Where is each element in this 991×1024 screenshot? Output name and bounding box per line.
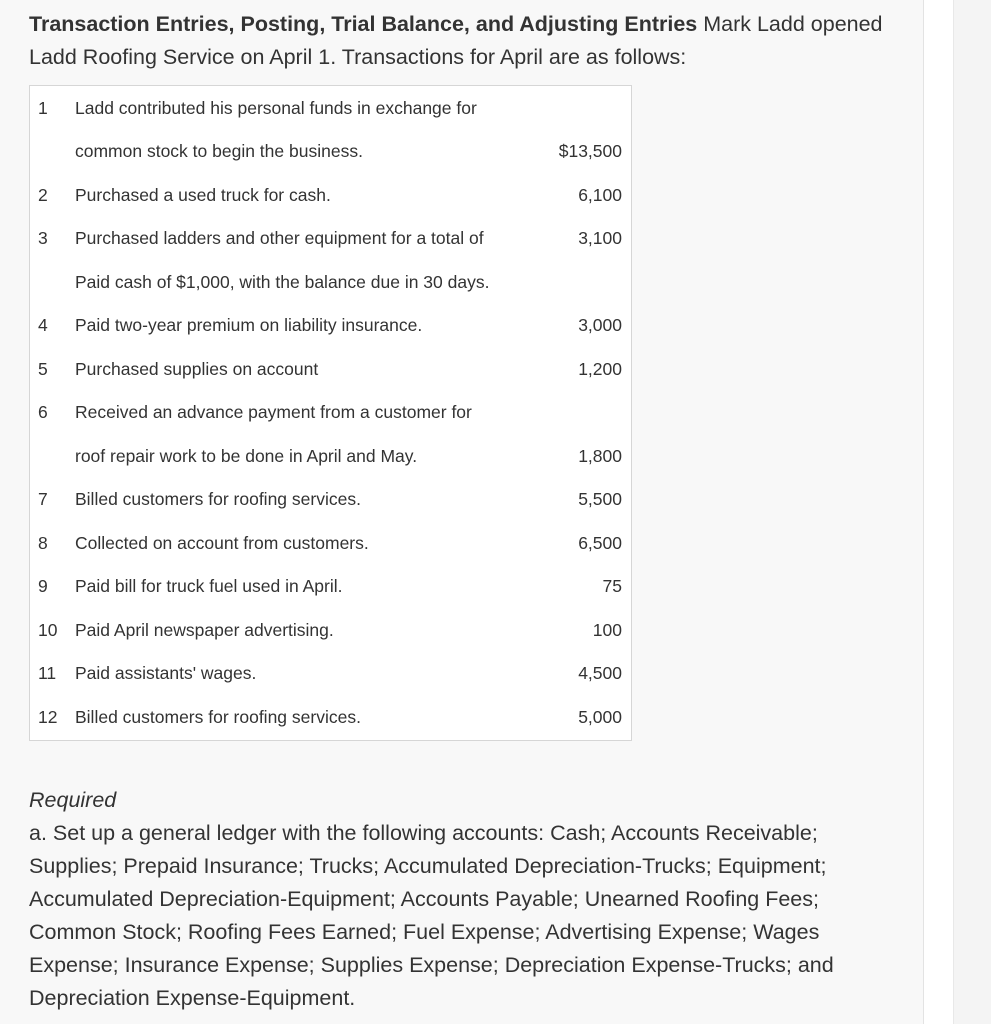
transaction-description: Ladd contributed his personal funds in exchange for: [75, 98, 477, 118]
transaction-amount: 6,500: [578, 533, 622, 553]
transaction-amount: 75: [602, 576, 622, 596]
table-row: [30, 310, 631, 340]
table-row: [30, 615, 631, 645]
transaction-number: 5: [38, 359, 48, 379]
transaction-amount: 1,800: [578, 446, 622, 466]
table-row: [30, 484, 631, 514]
required-heading: Required: [29, 788, 117, 812]
transaction-description: Purchased a used truck for cash.: [75, 185, 331, 205]
transaction-number: 12: [38, 707, 58, 727]
transaction-description: Collected on account from customers.: [75, 533, 369, 553]
transaction-number: 1: [38, 98, 48, 118]
transaction-description: Paid cash of $1,000, with the balance due in 30 days.: [75, 272, 490, 292]
table-row: [30, 702, 631, 732]
transaction-description: Paid two-year premium on liability insurance.: [75, 315, 423, 335]
table-row: [30, 571, 631, 601]
transaction-number: 2: [38, 185, 48, 205]
table-row-continuation: [30, 441, 631, 471]
transaction-amount: 6,100: [578, 185, 622, 205]
transaction-number: 11: [38, 663, 57, 683]
problem-heading: Transaction Entries, Posting, Trial Balance, and Adjusting Entries: [29, 12, 698, 36]
transaction-amount: 5,000: [578, 707, 622, 727]
transaction-amount: 1,200: [578, 359, 622, 379]
transaction-number: 10: [38, 620, 58, 640]
transaction-description: Billed customers for roofing services.: [75, 707, 361, 727]
page-gutter: [925, 0, 953, 1024]
table-row: [30, 223, 631, 253]
transaction-amount: 4,500: [578, 663, 622, 683]
transaction-number: 8: [38, 533, 48, 553]
table-row: [30, 93, 631, 123]
transaction-description: Paid assistants' wages.: [75, 663, 257, 683]
transaction-description: Paid bill for truck fuel used in April.: [75, 576, 343, 596]
transaction-number: 3: [38, 228, 48, 248]
table-row: [30, 354, 631, 384]
problem-intro-text: Mark Ladd opened Ladd Roofing Service on April 1. Transactions for April are as follows:: [29, 12, 883, 69]
table-row-continuation: [30, 136, 631, 166]
transaction-amount: 100: [592, 620, 622, 640]
table-row: [30, 180, 631, 210]
table-row: [30, 528, 631, 558]
transaction-description: roof repair work to be done in April and May.: [75, 446, 418, 466]
problem-intro: [29, 8, 899, 74]
transaction-amount: 3,000: [578, 315, 622, 335]
transaction-description: Billed customers for roofing services.: [75, 489, 361, 509]
table-row: [30, 397, 631, 427]
transactions-table: [29, 85, 632, 741]
transaction-number: 4: [38, 315, 48, 335]
transaction-description: Purchased supplies on account: [75, 359, 319, 379]
transaction-amount: $13,500: [558, 141, 622, 161]
table-row: [30, 658, 631, 688]
transaction-description: Received an advance payment from a customer for: [75, 402, 472, 422]
required-instruction: a. Set up a general ledger with the following accounts: Cash; Accounts Receivable; Supplies; Prepaid Insurance; Trucks; Accumulated Depreciation-Trucks; Equipment; Accumulated Depreciation-Equipment; Accounts Payable; Unearned Roofing Fees; Common Stock; Roofing Fees Earned; Fuel Expense; Advertising Expense; Wages Expense; Insurance Expense; Supplies Expense; Depreciation Expense-Trucks; and Depreciation Expense-Equipment.: [29, 821, 834, 1010]
transaction-number: 7: [38, 489, 48, 509]
transaction-description: Paid April newspaper advertising.: [75, 620, 334, 640]
transaction-amount: 3,100: [578, 228, 622, 248]
required-section: [29, 784, 899, 1015]
transaction-number: 9: [38, 576, 48, 596]
right-sidebar-strip: [953, 0, 991, 1024]
table-row-continuation: [30, 267, 631, 297]
transaction-description: common stock to begin the business.: [75, 141, 363, 161]
transaction-number: 6: [38, 402, 48, 422]
transaction-amount: 5,500: [578, 489, 622, 509]
transaction-description: Purchased ladders and other equipment for a total of: [75, 228, 484, 248]
